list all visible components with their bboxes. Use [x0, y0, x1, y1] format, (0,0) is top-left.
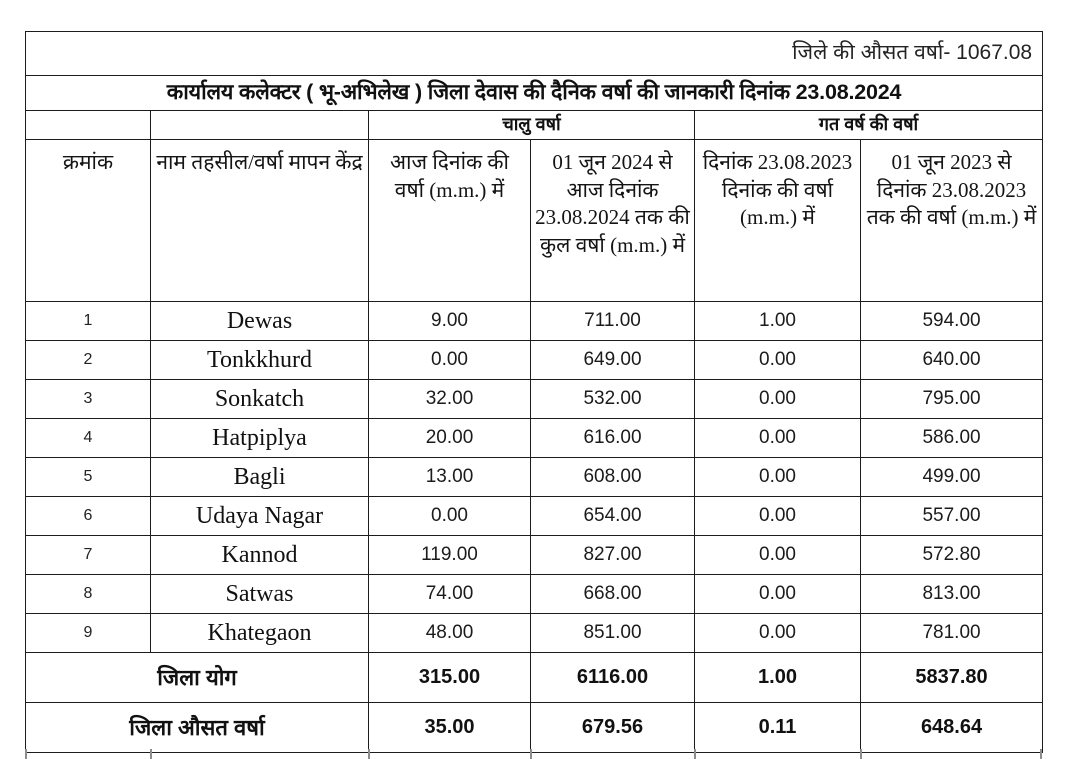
district-total-season: 6116.00	[531, 653, 695, 703]
row-season-total: 668.00	[531, 575, 695, 614]
row-season-total: 649.00	[531, 341, 695, 380]
row-today-rainfall: 48.00	[369, 614, 531, 653]
row-serial: 8	[26, 575, 151, 614]
column-header-tehsil-name: नाम तहसील/वर्षा मापन केंद्र	[151, 140, 369, 302]
clipped-next-row-strip	[25, 749, 1042, 759]
district-average-row	[26, 703, 1043, 753]
table-row	[26, 341, 1043, 380]
row-tehsil-name: Udaya Nagar	[151, 497, 369, 536]
row-today-rainfall: 119.00	[369, 536, 531, 575]
row-serial: 6	[26, 497, 151, 536]
row-tehsil-name: Hatpiplya	[151, 419, 369, 458]
row-lastyear-day: 1.00	[695, 302, 861, 341]
row-serial: 1	[26, 302, 151, 341]
row-lastyear-total: 499.00	[861, 458, 1043, 497]
table-row	[26, 575, 1043, 614]
clipped-gridline	[694, 749, 696, 759]
row-lastyear-total: 572.80	[861, 536, 1043, 575]
district-average-season: 679.56	[531, 703, 695, 753]
district-total-today: 315.00	[369, 653, 531, 703]
table-row	[26, 458, 1043, 497]
row-tehsil-name: Bagli	[151, 458, 369, 497]
row-tehsil-name: Kannod	[151, 536, 369, 575]
row-season-total: 654.00	[531, 497, 695, 536]
column-header-row	[26, 140, 1043, 302]
group-header-spacer-name	[151, 111, 369, 140]
daily-rainfall-table	[25, 31, 1043, 753]
row-season-total: 851.00	[531, 614, 695, 653]
row-lastyear-day: 0.00	[695, 614, 861, 653]
clipped-gridline	[530, 749, 532, 759]
column-header-serial: क्रमांक	[26, 140, 151, 302]
row-today-rainfall: 9.00	[369, 302, 531, 341]
district-total-label: जिला योग	[26, 653, 369, 703]
row-tehsil-name: Dewas	[151, 302, 369, 341]
table-row	[26, 302, 1043, 341]
document-title-row	[26, 76, 1043, 111]
district-average-today: 35.00	[369, 703, 531, 753]
row-today-rainfall: 32.00	[369, 380, 531, 419]
table-row	[26, 419, 1043, 458]
row-season-total: 827.00	[531, 536, 695, 575]
group-header-last-year: गत वर्ष की वर्षा	[695, 111, 1043, 140]
district-total-lastyear-day: 1.00	[695, 653, 861, 703]
row-lastyear-total: 640.00	[861, 341, 1043, 380]
row-lastyear-day: 0.00	[695, 497, 861, 536]
page-title: कार्यालय कलेक्टर ( भू-अभिलेख ) जिला देवास की दैनिक वर्षा की जानकारी दिनांक 23.08.2024	[26, 76, 1043, 111]
clipped-gridline	[1040, 749, 1042, 759]
row-today-rainfall: 13.00	[369, 458, 531, 497]
row-lastyear-day: 0.00	[695, 458, 861, 497]
group-header-row	[26, 111, 1043, 140]
row-lastyear-day: 0.00	[695, 380, 861, 419]
row-lastyear-total: 557.00	[861, 497, 1043, 536]
column-header-lastyear-total: 01 जून 2023 से दिनांक 23.08.2023 तक की वर्षा (m.m.) में	[861, 140, 1043, 302]
district-average-row-label: जिला औसत वर्षा	[26, 703, 369, 753]
column-header-season-total: 01 जून 2024 से आज दिनांक 23.08.2024 तक की कुल वर्षा (m.m.) में	[531, 140, 695, 302]
group-header-spacer-sn	[26, 111, 151, 140]
row-serial: 2	[26, 341, 151, 380]
row-serial: 5	[26, 458, 151, 497]
table-row	[26, 497, 1043, 536]
table-row	[26, 380, 1043, 419]
row-serial: 3	[26, 380, 151, 419]
row-today-rainfall: 0.00	[369, 497, 531, 536]
row-lastyear-total: 795.00	[861, 380, 1043, 419]
clipped-gridline	[25, 749, 27, 759]
group-header-current-year: चालु वर्षा	[369, 111, 695, 140]
row-tehsil-name: Tonkkhurd	[151, 341, 369, 380]
row-lastyear-total: 781.00	[861, 614, 1043, 653]
row-tehsil-name: Khategaon	[151, 614, 369, 653]
row-season-total: 616.00	[531, 419, 695, 458]
row-lastyear-total: 813.00	[861, 575, 1043, 614]
row-serial: 4	[26, 419, 151, 458]
district-average-lastyear: 648.64	[861, 703, 1043, 753]
row-lastyear-day: 0.00	[695, 341, 861, 380]
column-header-lastyear-day: दिनांक 23.08.2023 दिनांक की वर्षा (m.m.) में	[695, 140, 861, 302]
row-lastyear-total: 594.00	[861, 302, 1043, 341]
clipped-gridline	[368, 749, 370, 759]
row-season-total: 711.00	[531, 302, 695, 341]
row-lastyear-day: 0.00	[695, 536, 861, 575]
row-season-total: 608.00	[531, 458, 695, 497]
row-lastyear-total: 586.00	[861, 419, 1043, 458]
district-total-lastyear: 5837.80	[861, 653, 1043, 703]
row-season-total: 532.00	[531, 380, 695, 419]
row-tehsil-name: Sonkatch	[151, 380, 369, 419]
district-average-lastyear-day: 0.11	[695, 703, 861, 753]
row-today-rainfall: 20.00	[369, 419, 531, 458]
row-serial: 7	[26, 536, 151, 575]
row-lastyear-day: 0.00	[695, 575, 861, 614]
table-row	[26, 614, 1043, 653]
row-serial: 9	[26, 614, 151, 653]
table-row	[26, 536, 1043, 575]
district-total-row	[26, 653, 1043, 703]
row-today-rainfall: 74.00	[369, 575, 531, 614]
clipped-gridline	[150, 749, 152, 759]
district-average-label: जिले की औसत वर्षा- 1067.08	[26, 32, 1043, 76]
row-today-rainfall: 0.00	[369, 341, 531, 380]
row-lastyear-day: 0.00	[695, 419, 861, 458]
clipped-gridline	[860, 749, 862, 759]
row-tehsil-name: Satwas	[151, 575, 369, 614]
column-header-today-rainfall: आज दिनांक की वर्षा (m.m.) में	[369, 140, 531, 302]
district-average-banner-row	[26, 32, 1043, 76]
